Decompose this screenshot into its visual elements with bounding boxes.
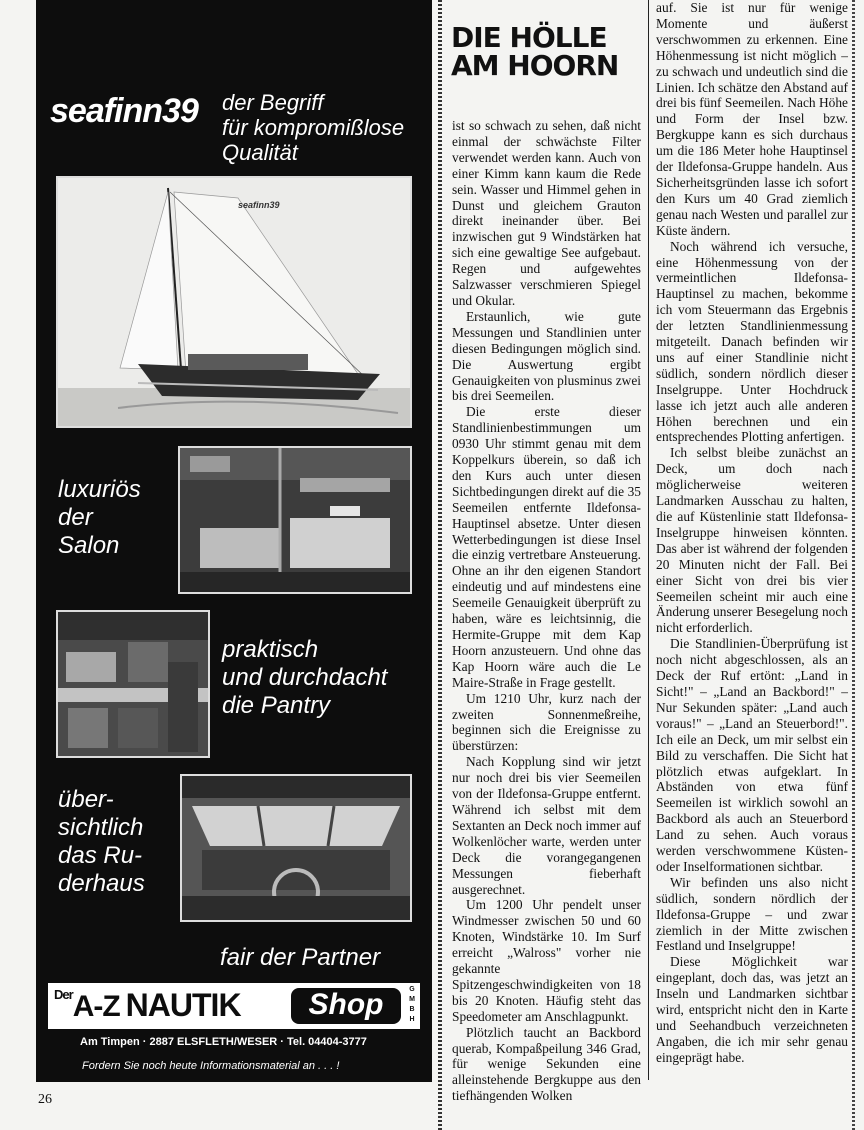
logo-der: Der (54, 987, 73, 1002)
caption-line: Salon (58, 532, 120, 559)
pantry-caption (222, 636, 387, 720)
caption-line: sichtlich (58, 814, 144, 841)
logo-name (54, 987, 241, 1024)
caption-line: über- (58, 786, 114, 813)
paragraph: auf. Sie ist nur für wenige Momente und äußerst verschwommen zu erkennen. Eine Höhenmessung ist nicht möglich – zu schwach und undeutlich sind die Linien. Ich schätze den Abstand auf drei bis fünf Seemeilen. Nach Höhe und Form der Insel bzw. Bergkuppe kann es sich durchaus um die 186 Meter hohe Hauptinsel der Ildefonsa-Gruppe handeln. Aus Sicherheitsgründen lasse ich sofort den Kurs um 40 Grad ziemlich genau nach Westen und parallel zur Küste ändern. (656, 0, 848, 238)
paragraph: Die Standlinien-Überprüfung ist noch nicht abgeschlossen, als an Deck der Ruf ertönt: „Land in Sicht!" – „Land an Backbord!" – Nur Sekunden später: „Land auch voraus!" – „Land an Steuerbord!". Ich eile an Deck, um mir selbst ein Bild zu verschaffen. Die Sicht hat plötzlich etwas aufgeklart. In Abständen von etwa fünf Seemeilen ist wirklich sowohl an Backbord als auch an Steuerbord Land zu sehen. Auch voraus werden verschwommene Küsten- oder Inselformationen sichtbar. (656, 636, 848, 874)
caption-line: und durchdacht (222, 664, 388, 691)
paragraph: Noch während ich versuche, eine Höhenmessung von der vermeintlichen Ildefonsa-Hauptinsel zu machen, bekomme ich vom Steuermann das Ergebnis der letzten Standlinienmessung mitgeteilt. Danach befinden wir uns auf einer Standlinie nicht südlich, sondern nördlich dieser Inselgruppe. Unter Hochdruck lasse ich jetzt auch alle anderen Höhen berechnen und ein entsprechendes Plotting anfertigen. (656, 238, 848, 445)
nautik-shop-logo (48, 983, 420, 1029)
tagline-line: der Begriff (222, 90, 324, 115)
ruderhaus-photo (180, 774, 412, 922)
tagline-line: für kompromißlose (222, 115, 405, 140)
pantry-photo (56, 610, 210, 758)
paragraph: Ich selbst bleibe zunächst an Deck, um doch nach möglicherweise weiteren Landmarken Ausschau zu halten, die auf Küstenlinie statt Ildefonsa-Inselgruppe hinweisen könnten. Das aber ist während der folgenden 20 Minuten nicht der Fall. Bei einer Sicht von drei bis vier Seemeilen scheint mir auch eine Änderung unserer Besegelung noch nicht erforderlich. (656, 445, 848, 636)
paragraph: ist so schwach zu sehen, daß nicht einmal der schwächste Filter verwendet werden kann. Auch von einer Kimm kann kaum die Rede sein. Wasser und Himmel gehen in Dunst und gleichem Grauton direkt ineinander über. Bei inzwischen gut 9 Windstärken hat sich eine gewaltige See aufgebaut. Regen und aufgewehtes Salzwasser verschmieren Spiegel und Okular. (452, 118, 641, 308)
call-to-action: Fordern Sie noch heute Informationsmaterial an . . . ! (82, 1060, 340, 1072)
caption-line: die Pantry (222, 692, 331, 719)
salon-photo (178, 446, 412, 594)
article-column-2 (656, 0, 848, 1066)
paragraph: Diese Möglichkeit war eingeplant, doch das, was jetzt an Inseln und Landmarken sichtbar wird, entspricht nicht den in Karte und Seehandbuch verzeichneten Angaben, die ich mir sehr genau eingeprägt habe. (656, 954, 848, 1065)
paragraph: Um 1210 Uhr, kurz nach der zweiten Sonnenmeßreihe, beginnen sich die Ereignisse zu überstürzen: (452, 690, 641, 754)
partner-slogan: fair der Partner (220, 944, 381, 971)
logo-az: A-Z (72, 990, 120, 1023)
logo-nautik: NAUTIK (125, 987, 241, 1023)
caption-line: praktisch (222, 636, 319, 663)
shop-address: Am Timpen · 2887 ELSFLETH/WESER · Tel. 04404-3777 (80, 1036, 367, 1048)
paragraph: Nach Kopplung sind wir jetzt nur noch drei bis vier Seemeilen von der Ildefonsa-Gruppe entfernt. Während ich selbst mit dem Sextanten an Deck noch immer auf Wolkenlöcher warte, werden unter Deck die vorangegangenen Messungen fieberhaft ausgerechnet. (452, 754, 641, 897)
logo-gmbh: G M B H (409, 986, 415, 1023)
article-column-1 (452, 118, 641, 1104)
tagline-line: Qualität (222, 140, 298, 165)
paragraph: Erstaunlich, wie gute Messungen und Standlinien unter diesen Bedingungen möglich sind. Die Auswertung ergibt Genauigkeiten von plusminus zwei bis drei Seemeilen. (452, 308, 641, 404)
logo-shop: Shop (291, 988, 401, 1024)
title-line: DIE HÖLLE (451, 21, 607, 54)
column-divider (648, 0, 649, 1080)
paragraph: Plötzlich taucht an Backbord querab, Kompaßpeilung 346 Grad, für wenige Sekunden eine alleinstehende Bergkuppe aus den tiefhängenden Wolken (452, 1024, 641, 1104)
article-title (451, 21, 643, 82)
brand-logo: seafinn39 (50, 92, 198, 130)
ruderhaus-caption (58, 786, 145, 898)
page-gutter (438, 0, 442, 1130)
salon-caption (58, 476, 141, 560)
sail-logo-text: seafinn39 (238, 200, 280, 210)
caption-line: der (58, 504, 93, 531)
caption-line: luxuriös (58, 476, 141, 503)
page-edge (852, 0, 855, 1130)
paragraph: Wir befinden uns also nicht südlich, sondern nördlich der Ildefonsa-Gruppe – und zwar ziemlich in der Mitte zwischen Festland und Inselgruppe! (656, 874, 848, 954)
title-line: AM HOORN (451, 49, 619, 82)
sailboat-photo (56, 176, 412, 428)
caption-line: derhaus (58, 870, 145, 897)
page-number: 26 (38, 1092, 52, 1107)
paragraph: Um 1200 Uhr pendelt unser Windmesser zwischen 50 und 60 Knoten, Windstärke 10. Im Surf erreicht „Walross" vorher nie gekannte Spitzengeschwindigkeiten von 18 bis 20 Knoten. Häufig steht das Speedometer am Anschlagpunkt. (452, 897, 641, 1024)
advertisement (36, 0, 432, 1082)
paragraph: Die erste dieser Standlinienbestimmungen um 0930 Uhr stimmt genau mit dem Koppelkurs überein, so daß ich den Kurs auch unter diesen Sichtbedingungen direkt auf die 35 Seemeilen entfernte Ildefonsa-Hauptinsel absetze. Unter diesen Wetterbedingungen ist diese Insel die einzig vertretbare Ansteuerung. Ohne an ihr den eigenen Standort eindeutig und auf mindestens eine Seemeile Genauigkeit überprüft zu haben, wäre es leichtsinnig, die Hermite-Gruppe mit dem Kap Hoorn anzusteuern. Und ohne das Kap Hoorn wäre auch die Le Maire-Straße in Frage gestellt. (452, 404, 641, 690)
caption-line: das Ru- (58, 842, 143, 869)
brand-tagline (222, 90, 404, 165)
